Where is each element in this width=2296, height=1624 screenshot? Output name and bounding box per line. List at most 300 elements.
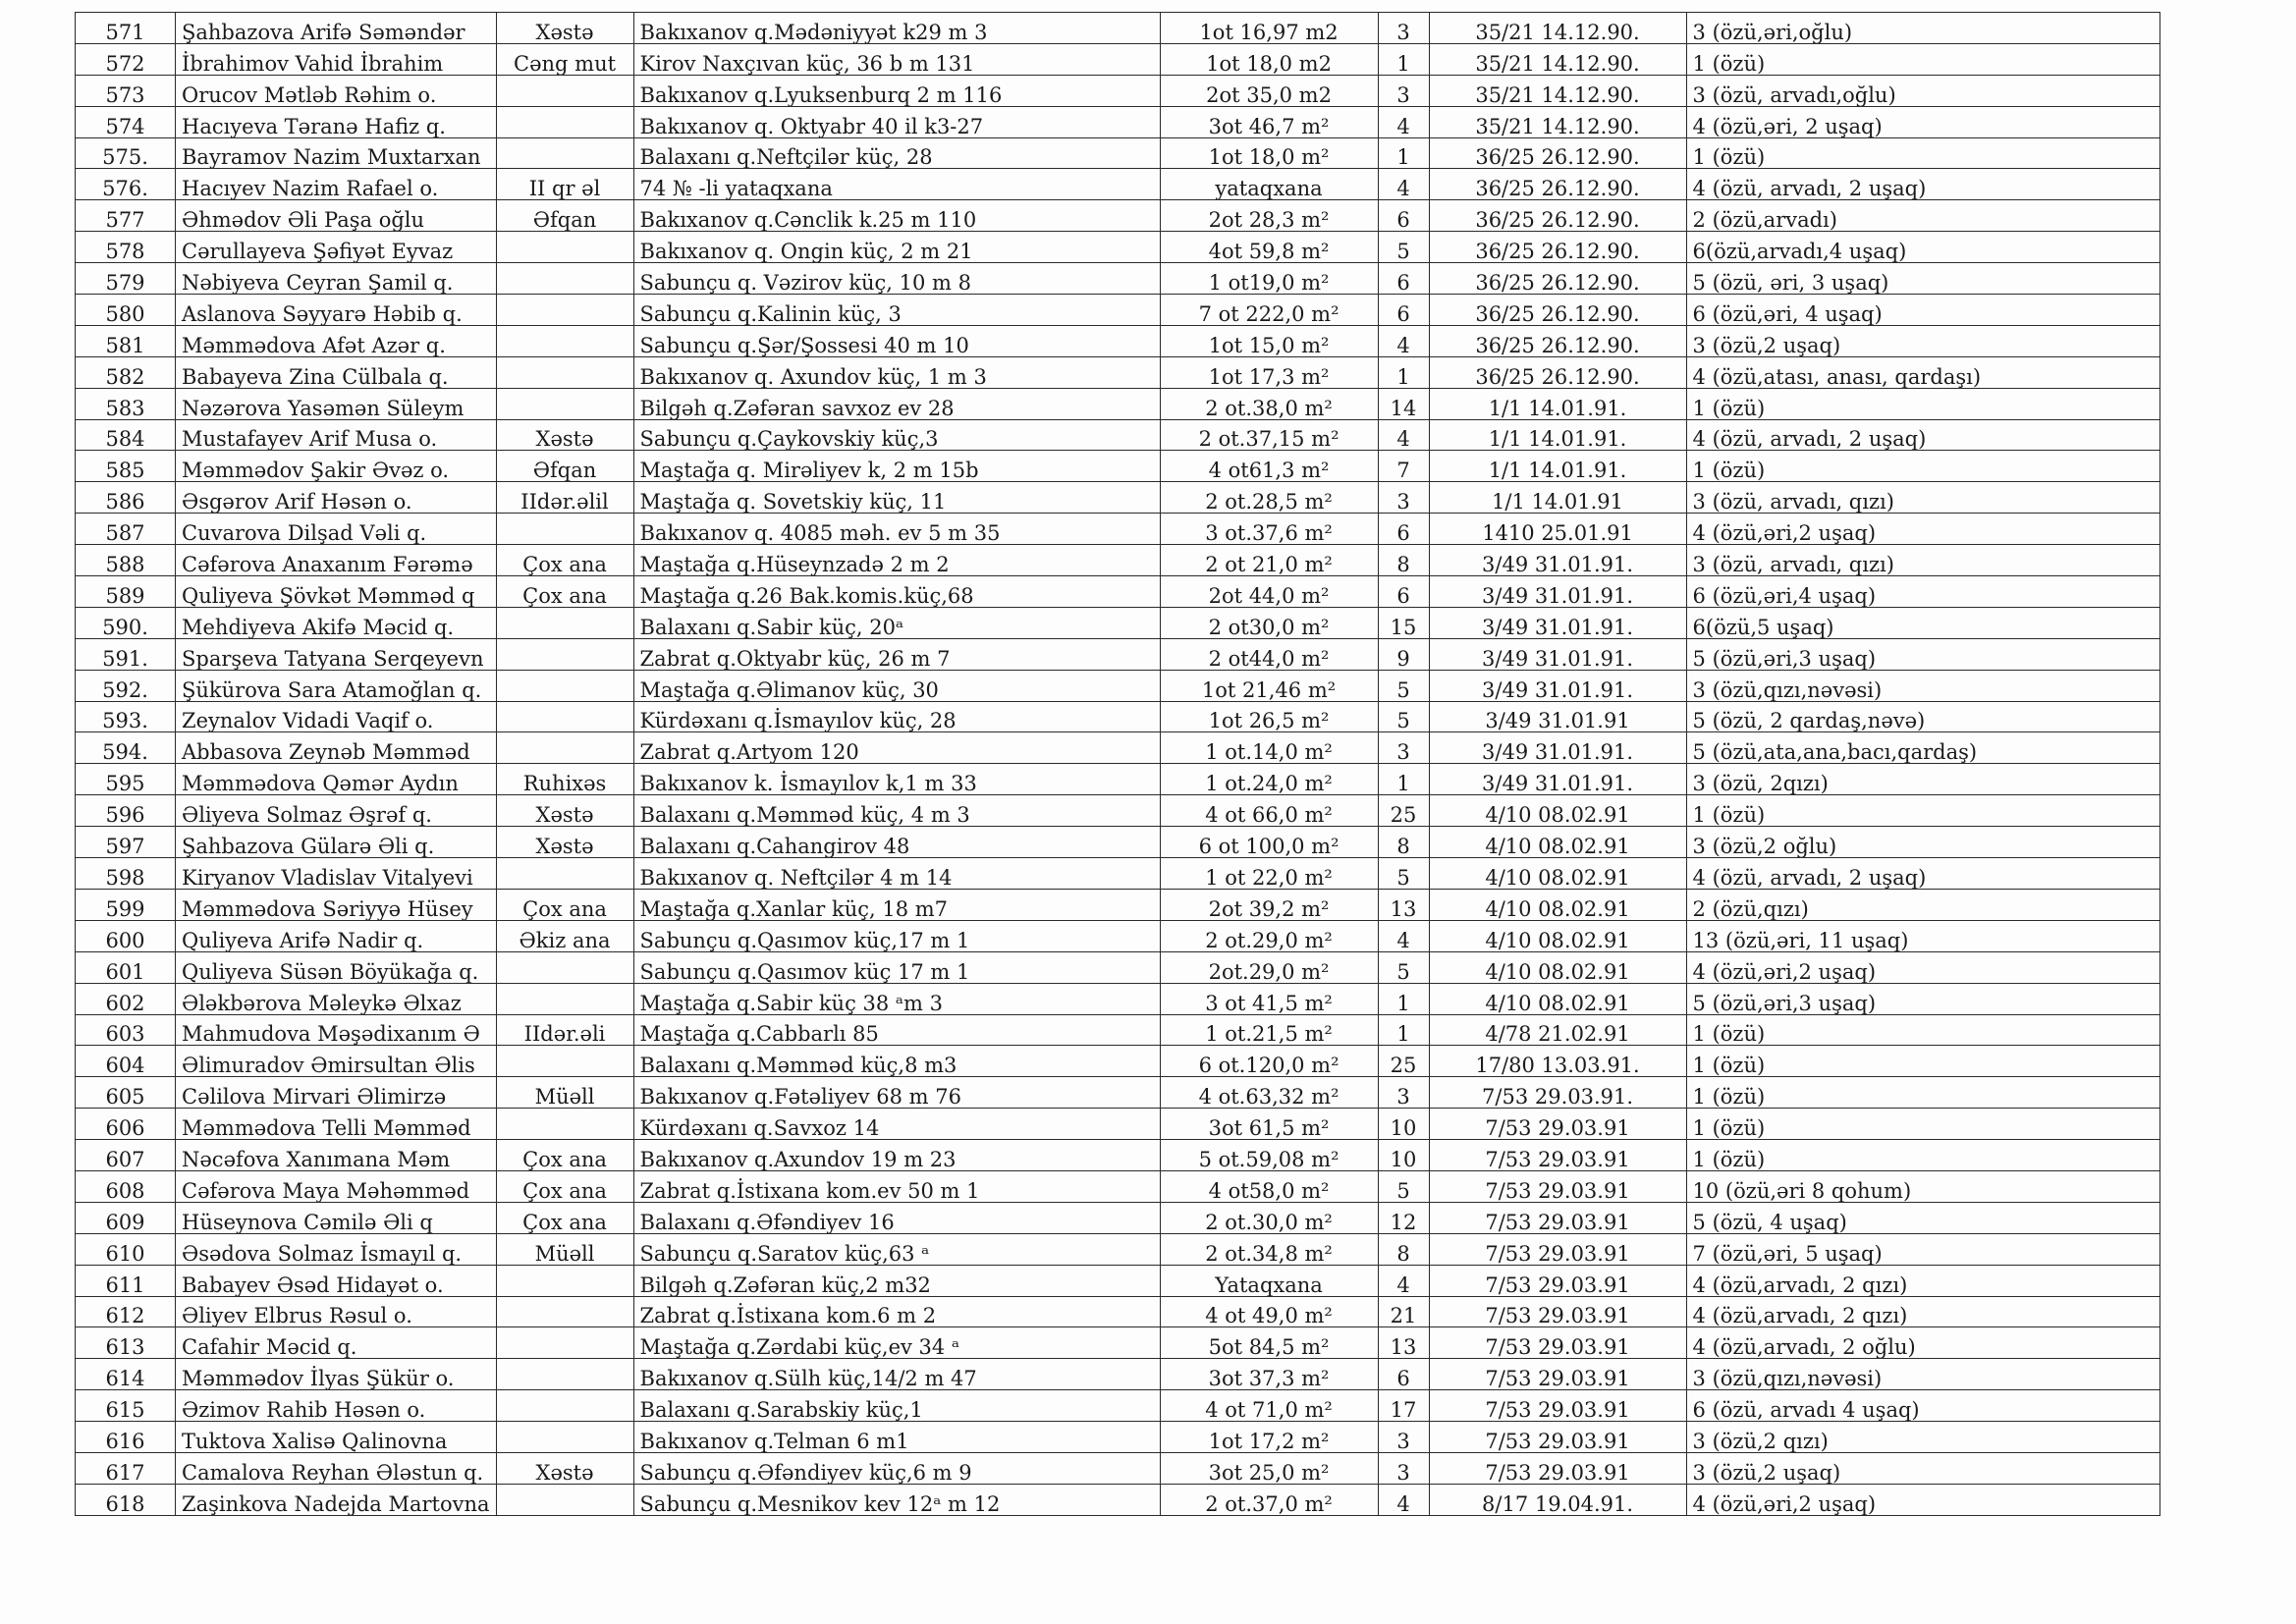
- row-number-cell: 602: [76, 983, 176, 1014]
- row-number-cell: 618: [76, 1484, 176, 1515]
- table-row: [76, 482, 2160, 514]
- decision-cell: 7/53 29.03.91: [1429, 1359, 1686, 1390]
- family-size-cell: 1: [1378, 356, 1429, 388]
- row-number-cell: 584: [76, 419, 176, 451]
- decision-cell: 7/53 29.03.91.: [1429, 1077, 1686, 1109]
- table-row: [76, 356, 2160, 388]
- family-composition-cell: 1 (özü): [1686, 1077, 2159, 1109]
- category-cell: [496, 1327, 633, 1359]
- housing-cell: 4 ot 71,0 m²: [1160, 1390, 1378, 1422]
- decision-cell: 7/53 29.03.91: [1429, 1390, 1686, 1422]
- address-cell: Sabunçu q.Şər/Şossesi 40 m 10: [633, 325, 1160, 356]
- family-size-cell: 8: [1378, 827, 1429, 858]
- housing-cell: 2ot 39,2 m²: [1160, 889, 1378, 920]
- decision-cell: 36/25 26.12.90.: [1429, 137, 1686, 169]
- name-cell: Quliyeva Şövkət Məmməd q: [176, 576, 497, 608]
- category-cell: [496, 1484, 633, 1515]
- family-composition-cell: 4 (özü,atası, anası, qardaşı): [1686, 356, 2159, 388]
- family-composition-cell: 4 (özü, arvadı, 2 uşaq): [1686, 169, 2159, 200]
- category-cell: [496, 638, 633, 670]
- address-cell: Bakıxanov k. İsmayılov k,1 m 33: [633, 764, 1160, 795]
- family-composition-cell: 10 (özü,əri 8 qohum): [1686, 1170, 2159, 1202]
- family-size-cell: 1: [1378, 43, 1429, 75]
- row-number-cell: 581: [76, 325, 176, 356]
- category-cell: [496, 607, 633, 638]
- family-size-cell: 10: [1378, 1140, 1429, 1171]
- row-number-cell: 588: [76, 545, 176, 576]
- table-row: [76, 1077, 2160, 1109]
- family-size-cell: 3: [1378, 13, 1429, 44]
- family-size-cell: 3: [1378, 1452, 1429, 1484]
- family-composition-cell: 5 (özü, əri, 3 uşaq): [1686, 263, 2159, 295]
- family-size-cell: 8: [1378, 1233, 1429, 1265]
- family-size-cell: 9: [1378, 638, 1429, 670]
- decision-cell: 36/25 26.12.90.: [1429, 263, 1686, 295]
- family-size-cell: 25: [1378, 795, 1429, 827]
- family-composition-cell: 3 (özü, arvadı, qızı): [1686, 482, 2159, 514]
- row-number-cell: 585: [76, 451, 176, 482]
- housing-cell: 2ot.29,0 m²: [1160, 951, 1378, 983]
- decision-cell: 1/1 14.01.91: [1429, 482, 1686, 514]
- decision-cell: 36/25 26.12.90.: [1429, 325, 1686, 356]
- family-composition-cell: 3 (özü,2 oğlu): [1686, 827, 2159, 858]
- category-cell: Əfqan: [496, 451, 633, 482]
- name-cell: Orucov Mətləb Rəhim o.: [176, 75, 497, 106]
- name-cell: Əliyev Elbrus Rəsul o.: [176, 1296, 497, 1327]
- housing-cell: 1ot 17,3 m²: [1160, 356, 1378, 388]
- family-size-cell: 21: [1378, 1296, 1429, 1327]
- table-row: [76, 670, 2160, 701]
- name-cell: Tuktova Xalisə Qalinovna: [176, 1422, 497, 1453]
- address-cell: Sabunçu q.Qasımov küç 17 m 1: [633, 951, 1160, 983]
- category-cell: [496, 356, 633, 388]
- address-cell: Bakıxanov q. Neftçilər 4 m 14: [633, 858, 1160, 890]
- table-row: [76, 889, 2160, 920]
- family-composition-cell: 4 (özü,əri, 2 uşaq): [1686, 106, 2159, 137]
- table-row: [76, 1202, 2160, 1233]
- address-cell: Sabunçu q.Əfəndiyev küç,6 m 9: [633, 1452, 1160, 1484]
- category-cell: Xəstə: [496, 795, 633, 827]
- family-size-cell: 4: [1378, 1265, 1429, 1296]
- category-cell: [496, 983, 633, 1014]
- family-composition-cell: 5 (özü,əri,3 uşaq): [1686, 983, 2159, 1014]
- housing-cell: 2 ot.37,0 m²: [1160, 1484, 1378, 1515]
- name-cell: Zeynalov Vidadi Vaqif o.: [176, 701, 497, 732]
- address-cell: Balaxanı q.Məmməd küç, 4 m 3: [633, 795, 1160, 827]
- row-number-cell: 596: [76, 795, 176, 827]
- housing-cell: 2 ot.29,0 m²: [1160, 920, 1378, 951]
- address-cell: Balaxanı q.Sabir küç, 20ᵃ: [633, 607, 1160, 638]
- family-composition-cell: 5 (özü,ata,ana,bacı,qardaş): [1686, 732, 2159, 764]
- address-cell: Bakıxanov q.Mədəniyyət k29 m 3: [633, 13, 1160, 44]
- address-cell: Bakıxanov q.Axundov 19 m 23: [633, 1140, 1160, 1171]
- address-cell: Bakıxanov q.Telman 6 m1: [633, 1422, 1160, 1453]
- family-composition-cell: 1 (özü): [1686, 795, 2159, 827]
- row-number-cell: 595: [76, 764, 176, 795]
- housing-cell: 6 ot.120,0 m²: [1160, 1046, 1378, 1077]
- name-cell: Ələkbərova Məleykə Əlxaz: [176, 983, 497, 1014]
- category-cell: Ruhixəs: [496, 764, 633, 795]
- address-cell: Balaxanı q.Məmməd küç,8 m3: [633, 1046, 1160, 1077]
- table-row: [76, 1452, 2160, 1484]
- address-cell: Maştağa q.Xanlar küç, 18 m7: [633, 889, 1160, 920]
- address-cell: Bakıxanov q.Lyuksenburq 2 m 116: [633, 75, 1160, 106]
- address-cell: Bakıxanov q.Fətəliyev 68 m 76: [633, 1077, 1160, 1109]
- address-cell: Sabunçu q.Mesnikov kev 12ᵃ m 12: [633, 1484, 1160, 1515]
- family-size-cell: 8: [1378, 545, 1429, 576]
- table-row: [76, 1390, 2160, 1422]
- row-number-cell: 583: [76, 388, 176, 419]
- housing-cell: 4 ot 66,0 m²: [1160, 795, 1378, 827]
- address-cell: Maştağa q.Sabir küç 38 ᵃm 3: [633, 983, 1160, 1014]
- address-cell: Zabrat q.İstixana kom.ev 50 m 1: [633, 1170, 1160, 1202]
- family-size-cell: 5: [1378, 670, 1429, 701]
- row-number-cell: 582: [76, 356, 176, 388]
- row-number-cell: 598: [76, 858, 176, 890]
- decision-cell: 7/53 29.03.91: [1429, 1202, 1686, 1233]
- decision-cell: 35/21 14.12.90.: [1429, 106, 1686, 137]
- table-row: [76, 137, 2160, 169]
- category-cell: [496, 1109, 633, 1140]
- family-size-cell: 1: [1378, 137, 1429, 169]
- decision-cell: 7/53 29.03.91: [1429, 1170, 1686, 1202]
- table-row: [76, 1014, 2160, 1046]
- decision-cell: 7/53 29.03.91: [1429, 1327, 1686, 1359]
- decision-cell: 7/53 29.03.91: [1429, 1109, 1686, 1140]
- row-number-cell: 604: [76, 1046, 176, 1077]
- housing-cell: 1 ot.21,5 m²: [1160, 1014, 1378, 1046]
- housing-cell: 7 ot 222,0 m²: [1160, 295, 1378, 326]
- name-cell: Cərullayeva Şəfiyət Eyvaz: [176, 232, 497, 263]
- table-row: [76, 451, 2160, 482]
- table-row: [76, 1046, 2160, 1077]
- family-composition-cell: 2 (özü,qızı): [1686, 889, 2159, 920]
- housing-cell: Yataqxana: [1160, 1265, 1378, 1296]
- table-row: [76, 827, 2160, 858]
- address-cell: Maştağa q.Cabbarlı 85: [633, 1014, 1160, 1046]
- family-composition-cell: 1 (özü): [1686, 1109, 2159, 1140]
- family-size-cell: 3: [1378, 1077, 1429, 1109]
- table-row: [76, 732, 2160, 764]
- address-cell: Sabunçu q. Vəzirov küç, 10 m 8: [633, 263, 1160, 295]
- table-row: [76, 169, 2160, 200]
- name-cell: Şahbazova Arifə Səməndər: [176, 13, 497, 44]
- family-composition-cell: 6(özü,5 uşaq): [1686, 607, 2159, 638]
- family-size-cell: 14: [1378, 388, 1429, 419]
- address-cell: Bilgəh q.Zəfəran savxoz ev 28: [633, 388, 1160, 419]
- housing-cell: 2 ot 21,0 m²: [1160, 545, 1378, 576]
- name-cell: Məmmədov Şakir Əvəz o.: [176, 451, 497, 482]
- housing-cell: 1ot 16,97 m2: [1160, 13, 1378, 44]
- decision-cell: 35/21 14.12.90.: [1429, 75, 1686, 106]
- decision-cell: 3/49 31.01.91.: [1429, 576, 1686, 608]
- family-size-cell: 3: [1378, 482, 1429, 514]
- name-cell: Cəlilova Mirvari Əlimirzə: [176, 1077, 497, 1109]
- name-cell: Babayeva Zina Cülbala q.: [176, 356, 497, 388]
- family-composition-cell: 3 (özü,qızı,nəvəsi): [1686, 670, 2159, 701]
- name-cell: Şükürova Sara Atamoğlan q.: [176, 670, 497, 701]
- category-cell: [496, 1359, 633, 1390]
- family-composition-cell: 3 (özü,2 qızı): [1686, 1422, 2159, 1453]
- decision-cell: 3/49 31.01.91.: [1429, 607, 1686, 638]
- name-cell: Cafahir Məcid q.: [176, 1327, 497, 1359]
- address-cell: Kürdəxanı q.İsmayılov küç, 28: [633, 701, 1160, 732]
- decision-cell: 4/10 08.02.91: [1429, 858, 1686, 890]
- category-cell: [496, 670, 633, 701]
- family-composition-cell: 4 (özü,əri,2 uşaq): [1686, 1484, 2159, 1515]
- category-cell: [496, 858, 633, 890]
- name-cell: Məmmədova Səriyyə Hüsey: [176, 889, 497, 920]
- family-composition-cell: 6 (özü, arvadı 4 uşaq): [1686, 1390, 2159, 1422]
- family-composition-cell: 4 (özü,arvadı, 2 qızı): [1686, 1265, 2159, 1296]
- family-size-cell: 12: [1378, 1202, 1429, 1233]
- category-cell: [496, 106, 633, 137]
- decision-cell: 35/21 14.12.90.: [1429, 13, 1686, 44]
- category-cell: [496, 1422, 633, 1453]
- family-size-cell: 6: [1378, 295, 1429, 326]
- decision-cell: 3/49 31.01.91: [1429, 701, 1686, 732]
- name-cell: Aslanova Səyyarə Həbib q.: [176, 295, 497, 326]
- decision-cell: 3/49 31.01.91.: [1429, 764, 1686, 795]
- family-size-cell: 15: [1378, 607, 1429, 638]
- address-cell: Zabrat q.Artyom 120: [633, 732, 1160, 764]
- address-cell: Bakıxanov q. 4085 məh. ev 5 m 35: [633, 514, 1160, 545]
- category-cell: Xəstə: [496, 419, 633, 451]
- decision-cell: 4/10 08.02.91: [1429, 795, 1686, 827]
- housing-cell: 2 ot.30,0 m²: [1160, 1202, 1378, 1233]
- decision-cell: 35/21 14.12.90.: [1429, 43, 1686, 75]
- family-size-cell: 6: [1378, 514, 1429, 545]
- housing-cell: 1ot 26,5 m²: [1160, 701, 1378, 732]
- family-composition-cell: 4 (özü,əri,2 uşaq): [1686, 951, 2159, 983]
- family-size-cell: 5: [1378, 858, 1429, 890]
- category-cell: II qr əl: [496, 169, 633, 200]
- family-size-cell: 5: [1378, 701, 1429, 732]
- housing-cell: 4 ot.63,32 m²: [1160, 1077, 1378, 1109]
- table-row: [76, 1327, 2160, 1359]
- housing-cell: 3 ot 41,5 m²: [1160, 983, 1378, 1014]
- table-row: [76, 514, 2160, 545]
- table-row: [76, 325, 2160, 356]
- address-cell: Zabrat q.Oktyabr küç, 26 m 7: [633, 638, 1160, 670]
- housing-cell: 2ot 28,3 m²: [1160, 200, 1378, 232]
- housing-cell: 1ot 15,0 m²: [1160, 325, 1378, 356]
- family-size-cell: 6: [1378, 1359, 1429, 1390]
- address-cell: Bilgəh q.Zəfəran küç,2 m32: [633, 1265, 1160, 1296]
- table-row: [76, 607, 2160, 638]
- address-cell: Sabunçu q.Qasımov küç,17 m 1: [633, 920, 1160, 951]
- family-size-cell: 3: [1378, 75, 1429, 106]
- address-cell: Balaxanı q.Neftçilər küç, 28: [633, 137, 1160, 169]
- family-size-cell: 17: [1378, 1390, 1429, 1422]
- row-number-cell: 597: [76, 827, 176, 858]
- family-size-cell: 13: [1378, 1327, 1429, 1359]
- category-cell: [496, 75, 633, 106]
- family-composition-cell: 3 (özü,əri,oğlu): [1686, 13, 2159, 44]
- table-row: [76, 1233, 2160, 1265]
- housing-cell: 1 ot19,0 m²: [1160, 263, 1378, 295]
- table-row: [76, 1359, 2160, 1390]
- row-number-cell: 574: [76, 106, 176, 137]
- row-number-cell: 587: [76, 514, 176, 545]
- family-size-cell: 13: [1378, 889, 1429, 920]
- table-row: [76, 75, 2160, 106]
- table-row: [76, 200, 2160, 232]
- table-row: [76, 701, 2160, 732]
- address-cell: 74 № -li yataqxana: [633, 169, 1160, 200]
- category-cell: Çox ana: [496, 576, 633, 608]
- housing-cell: 5 ot.59,08 m²: [1160, 1140, 1378, 1171]
- category-cell: Çox ana: [496, 1202, 633, 1233]
- housing-cell: 6 ot 100,0 m²: [1160, 827, 1378, 858]
- table-row: [76, 795, 2160, 827]
- category-cell: [496, 951, 633, 983]
- name-cell: Əsədova Solmaz İsmayıl q.: [176, 1233, 497, 1265]
- name-cell: Əlimuradov Əmirsultan Əlis: [176, 1046, 497, 1077]
- row-number-cell: 613: [76, 1327, 176, 1359]
- row-number-cell: 616: [76, 1422, 176, 1453]
- row-number-cell: 615: [76, 1390, 176, 1422]
- address-cell: Zabrat q.İstixana kom.6 m 2: [633, 1296, 1160, 1327]
- name-cell: Cəfərova Maya Məhəmməd: [176, 1170, 497, 1202]
- row-number-cell: 575.: [76, 137, 176, 169]
- family-composition-cell: 3 (özü, 2qızı): [1686, 764, 2159, 795]
- category-cell: [496, 388, 633, 419]
- category-cell: Müəll: [496, 1233, 633, 1265]
- category-cell: [496, 1046, 633, 1077]
- name-cell: Zaşinkova Nadejda Martovna: [176, 1484, 497, 1515]
- family-composition-cell: 3 (özü,qızı,nəvəsi): [1686, 1359, 2159, 1390]
- name-cell: Məmmədov İlyas Şükür o.: [176, 1359, 497, 1390]
- decision-cell: 7/53 29.03.91: [1429, 1140, 1686, 1171]
- address-cell: Maştağa q.Hüseynzadə 2 m 2: [633, 545, 1160, 576]
- decision-cell: 17/80 13.03.91.: [1429, 1046, 1686, 1077]
- family-size-cell: 4: [1378, 325, 1429, 356]
- row-number-cell: 586: [76, 482, 176, 514]
- family-size-cell: 5: [1378, 1170, 1429, 1202]
- row-number-cell: 580: [76, 295, 176, 326]
- row-number-cell: 591.: [76, 638, 176, 670]
- name-cell: Quliyeva Süsən Böyükağa q.: [176, 951, 497, 983]
- name-cell: Nəcəfova Xanımana Məm: [176, 1140, 497, 1171]
- row-number-cell: 577: [76, 200, 176, 232]
- family-size-cell: 6: [1378, 263, 1429, 295]
- address-cell: Balaxanı q.Əfəndiyev 16: [633, 1202, 1160, 1233]
- category-cell: Əfqan: [496, 200, 633, 232]
- family-composition-cell: 4 (özü, arvadı, 2 uşaq): [1686, 858, 2159, 890]
- name-cell: Kiryanov Vladislav Vitalyevi: [176, 858, 497, 890]
- decision-cell: 4/78 21.02.91: [1429, 1014, 1686, 1046]
- address-cell: Maştağa q.26 Bak.komis.küç,68: [633, 576, 1160, 608]
- decision-cell: 8/17 19.04.91.: [1429, 1484, 1686, 1515]
- name-cell: Əzimov Rahib Həsən o.: [176, 1390, 497, 1422]
- address-cell: Maştağa q.Əlimanov küç, 30: [633, 670, 1160, 701]
- name-cell: Nəbiyeva Ceyran Şamil q.: [176, 263, 497, 295]
- name-cell: Məmmədova Qəmər Aydın: [176, 764, 497, 795]
- name-cell: İbrahimov Vahid İbrahim: [176, 43, 497, 75]
- table-row: [76, 1265, 2160, 1296]
- decision-cell: 3/49 31.01.91.: [1429, 638, 1686, 670]
- family-composition-cell: 6 (özü,əri,4 uşaq): [1686, 576, 2159, 608]
- decision-cell: 4/10 08.02.91: [1429, 951, 1686, 983]
- row-number-cell: 611: [76, 1265, 176, 1296]
- decision-cell: 36/25 26.12.90.: [1429, 232, 1686, 263]
- row-number-cell: 572: [76, 43, 176, 75]
- name-cell: Hacıyev Nazim Rafael o.: [176, 169, 497, 200]
- housing-cell: 2 ot30,0 m²: [1160, 607, 1378, 638]
- address-cell: Kürdəxanı q.Savxoz 14: [633, 1109, 1160, 1140]
- decision-cell: 1/1 14.01.91.: [1429, 388, 1686, 419]
- decision-cell: 1/1 14.01.91.: [1429, 419, 1686, 451]
- decision-cell: 1410 25.01.91: [1429, 514, 1686, 545]
- decision-cell: 3/49 31.01.91.: [1429, 545, 1686, 576]
- family-size-cell: 1: [1378, 764, 1429, 795]
- address-cell: Kirov Naxçıvan küç, 36 b m 131: [633, 43, 1160, 75]
- name-cell: Mustafayev Arif Musa o.: [176, 419, 497, 451]
- name-cell: Sparşeva Tatyana Serqeyevn: [176, 638, 497, 670]
- family-composition-cell: 6 (özü,əri, 4 uşaq): [1686, 295, 2159, 326]
- name-cell: Mehdiyeva Akifə Məcid q.: [176, 607, 497, 638]
- table-row: [76, 1140, 2160, 1171]
- address-cell: Balaxanı q.Sarabskiy küç,1: [633, 1390, 1160, 1422]
- housing-cell: 4 ot61,3 m²: [1160, 451, 1378, 482]
- name-cell: Əhmədov Əli Paşa oğlu: [176, 200, 497, 232]
- table-row: [76, 951, 2160, 983]
- row-number-cell: 590.: [76, 607, 176, 638]
- family-size-cell: 6: [1378, 200, 1429, 232]
- family-composition-cell: 3 (özü,2 uşaq): [1686, 1452, 2159, 1484]
- row-number-cell: 607: [76, 1140, 176, 1171]
- address-cell: Bakıxanov q. Ongin küç, 2 m 21: [633, 232, 1160, 263]
- table-row: [76, 1484, 2160, 1515]
- housing-cell: 1ot 17,2 m²: [1160, 1422, 1378, 1453]
- decision-cell: 7/53 29.03.91: [1429, 1452, 1686, 1484]
- housing-cell: 4ot 59,8 m²: [1160, 232, 1378, 263]
- housing-cell: 5ot 84,5 m²: [1160, 1327, 1378, 1359]
- family-composition-cell: 1 (özü): [1686, 137, 2159, 169]
- category-cell: [496, 514, 633, 545]
- name-cell: Hacıyeva Təranə Hafiz q.: [176, 106, 497, 137]
- category-cell: [496, 325, 633, 356]
- family-size-cell: 4: [1378, 920, 1429, 951]
- housing-cell: 4 ot 49,0 m²: [1160, 1296, 1378, 1327]
- row-number-cell: 593.: [76, 701, 176, 732]
- decision-cell: 7/53 29.03.91: [1429, 1233, 1686, 1265]
- category-cell: Xəstə: [496, 13, 633, 44]
- address-cell: Maştağa q. Mirəliyev k, 2 m 15b: [633, 451, 1160, 482]
- housing-cell: 3 ot.37,6 m²: [1160, 514, 1378, 545]
- category-cell: IIdər.əlil: [496, 482, 633, 514]
- table-row: [76, 1422, 2160, 1453]
- family-size-cell: 25: [1378, 1046, 1429, 1077]
- decision-cell: 1/1 14.01.91.: [1429, 451, 1686, 482]
- decision-cell: 36/25 26.12.90.: [1429, 200, 1686, 232]
- family-size-cell: 10: [1378, 1109, 1429, 1140]
- housing-cell: 3ot 37,3 m²: [1160, 1359, 1378, 1390]
- housing-cell: 1ot 18,0 m²: [1160, 137, 1378, 169]
- row-number-cell: 594.: [76, 732, 176, 764]
- housing-cell: 3ot 46,7 m²: [1160, 106, 1378, 137]
- housing-cell: 3ot 61,5 m²: [1160, 1109, 1378, 1140]
- name-cell: Əsgərov Arif Həsən o.: [176, 482, 497, 514]
- family-composition-cell: 4 (özü,arvadı, 2 oğlu): [1686, 1327, 2159, 1359]
- table-row: [76, 13, 2160, 44]
- category-cell: Müəll: [496, 1077, 633, 1109]
- housing-cell: 2 ot.37,15 m²: [1160, 419, 1378, 451]
- family-composition-cell: 1 (özü): [1686, 1140, 2159, 1171]
- family-size-cell: 5: [1378, 232, 1429, 263]
- address-cell: Sabunçu q.Çaykovskiy küç,3: [633, 419, 1160, 451]
